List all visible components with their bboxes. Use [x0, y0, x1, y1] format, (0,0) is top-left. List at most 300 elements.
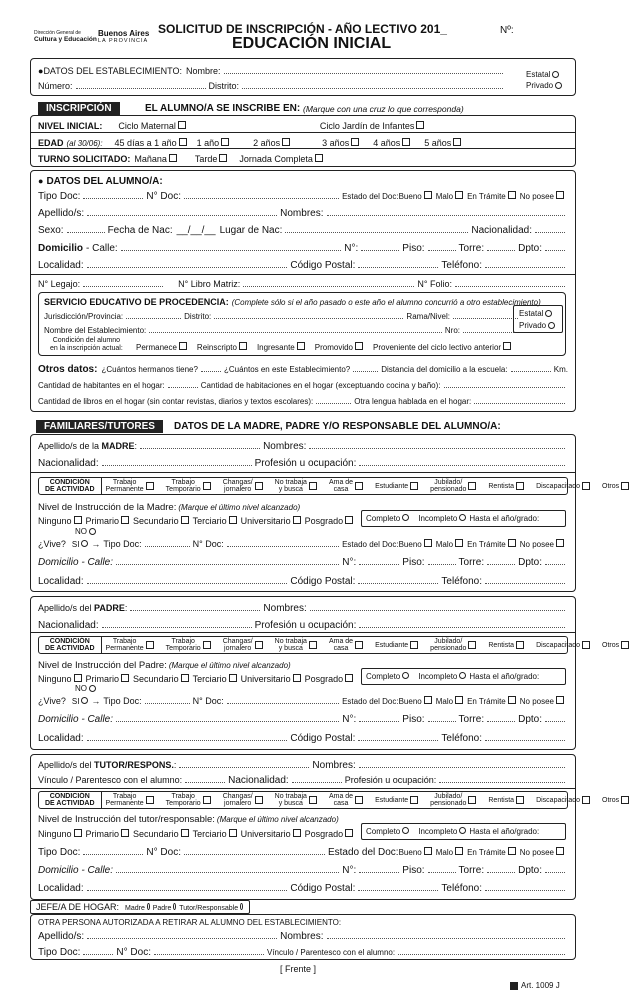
- vive-no-radio[interactable]: [89, 528, 96, 535]
- distrito-proc-field[interactable]: [214, 311, 403, 319]
- jornada-completa-checkbox[interactable]: [315, 154, 323, 162]
- no-trabaja-option[interactable]: [271, 479, 325, 493]
- ninguno-checkbox[interactable]: [74, 674, 82, 682]
- jefe-padre-radio[interactable]: [173, 903, 176, 910]
- a1b: Permanente: [105, 645, 144, 652]
- a3b: jornalero: [224, 486, 252, 493]
- ama-casa-checkbox[interactable]: [355, 641, 363, 649]
- vive-si-label: SI: [71, 697, 80, 706]
- actividad-label: [39, 479, 101, 493]
- a1b: Permanente: [105, 800, 144, 807]
- libros-field[interactable]: [316, 396, 351, 404]
- madre-malo-label: Malo: [435, 540, 454, 549]
- trabajo-temporario-option[interactable]: [162, 479, 219, 493]
- proveniente-checkbox[interactable]: [503, 342, 511, 350]
- madre-no-posee-checkbox[interactable]: [556, 539, 564, 547]
- a5: Ama de: [328, 793, 354, 800]
- otra-vinculo-field[interactable]: [398, 947, 565, 955]
- trabajo-temporario-option[interactable]: [162, 638, 219, 652]
- madre-bueno-checkbox[interactable]: [424, 539, 432, 547]
- padre-n-label: N°:: [342, 714, 357, 725]
- tutor-nacionalidad-field[interactable]: [292, 775, 342, 783]
- otros-option[interactable]: [598, 796, 637, 804]
- a3: Changas/: [222, 793, 253, 800]
- tutor-calle-field[interactable]: [116, 865, 339, 873]
- otros-checkbox[interactable]: [621, 641, 629, 649]
- estudiante-checkbox[interactable]: [410, 796, 418, 804]
- hermanos-field[interactable]: [201, 364, 221, 372]
- madre-tramite-label: En Trámite: [467, 540, 506, 549]
- telefono-field[interactable]: [485, 260, 565, 268]
- vive-no-radio[interactable]: [89, 685, 96, 692]
- jubilado-option[interactable]: [426, 479, 484, 493]
- privado-proc-radio[interactable]: [548, 322, 555, 329]
- posgrado-checkbox[interactable]: [345, 516, 353, 524]
- padre-bueno-checkbox[interactable]: [424, 696, 432, 704]
- padre-actividad-row: [38, 636, 620, 654]
- madre-telefono-field[interactable]: [485, 576, 565, 584]
- a6: Estudiante: [375, 641, 409, 649]
- madre-domicilio-label: Domicilio - Calle:: [38, 557, 114, 568]
- actividad-label-1: CONDICIÓN: [49, 793, 90, 800]
- madre-tramite-checkbox[interactable]: [508, 539, 516, 547]
- localidad-field[interactable]: [87, 260, 288, 268]
- edad-5-label: 5 años: [424, 138, 452, 148]
- estudiante-option[interactable]: [371, 482, 426, 490]
- edad-45dias-checkbox[interactable]: [179, 138, 187, 146]
- hermanos-est-field[interactable]: [353, 364, 378, 372]
- madre-profesion-label: Profesión u ocupación:: [254, 458, 357, 469]
- discapacitado-checkbox[interactable]: [582, 796, 590, 804]
- trabajo-permanente-option[interactable]: [102, 638, 162, 652]
- n-doc-field[interactable]: [184, 191, 339, 199]
- estatal-proc-option[interactable]: [519, 309, 555, 318]
- a2: Trabajo: [171, 638, 195, 645]
- terciario-checkbox[interactable]: [229, 674, 237, 682]
- trabajo-permanente-checkbox[interactable]: [146, 641, 154, 649]
- piso-field[interactable]: [428, 243, 456, 251]
- universitario-checkbox[interactable]: [293, 829, 301, 837]
- tutor-dpto-field[interactable]: [545, 865, 565, 873]
- tutor-apellido-field[interactable]: [179, 760, 309, 768]
- ninguno-checkbox[interactable]: [74, 516, 82, 524]
- padre-n-field[interactable]: [359, 714, 399, 722]
- reinscripto-checkbox[interactable]: [239, 342, 247, 350]
- otra-vinculo-label: Vínculo / Parentesco con el alumno:: [266, 948, 396, 957]
- madre-localidad-field[interactable]: [87, 576, 288, 584]
- padre-tipo-doc-field[interactable]: [145, 696, 190, 704]
- primario-checkbox[interactable]: [121, 829, 129, 837]
- bueno-label: Bueno: [398, 192, 422, 201]
- libros-label: Cantidad de libros en el hogar (sin contar revistas, diarios y textos escolares):: [38, 397, 314, 406]
- edad-3-checkbox[interactable]: [351, 138, 359, 146]
- padre-tramite-checkbox[interactable]: [508, 696, 516, 704]
- madre-vive-no[interactable]: [75, 527, 99, 536]
- malo-checkbox[interactable]: [455, 191, 463, 199]
- completo-radio[interactable]: [402, 827, 409, 834]
- distancia-field[interactable]: [511, 364, 551, 372]
- a4b: y busca: [278, 486, 303, 493]
- changas-option[interactable]: [219, 638, 271, 652]
- terciario-checkbox[interactable]: [229, 516, 237, 524]
- tutor-torre-label: Torre:: [458, 865, 485, 876]
- posgrado-checkbox[interactable]: [345, 674, 353, 682]
- vive-si-radio[interactable]: [81, 697, 88, 704]
- incompleto-radio[interactable]: [459, 672, 466, 679]
- madre-apellido-label: Apellido/s de la MADRE:: [38, 441, 138, 451]
- nombre-label: Nombre:: [185, 66, 221, 76]
- discapacitado-checkbox[interactable]: [582, 482, 590, 490]
- ninguno-label: Ninguno: [38, 829, 72, 839]
- no-posee-label: No posee: [519, 192, 554, 201]
- padre-cp-field[interactable]: [358, 733, 438, 741]
- privado-proc-option[interactable]: [519, 321, 558, 330]
- padre-nacionalidad-field[interactable]: [102, 620, 252, 628]
- estatal-radio[interactable]: [552, 71, 559, 78]
- secundario-checkbox[interactable]: [181, 674, 189, 682]
- madre-dpto-label: Dpto:: [518, 557, 542, 568]
- libro-field[interactable]: [243, 279, 414, 287]
- no-trabaja-checkbox[interactable]: [309, 641, 317, 649]
- padre-torre-field[interactable]: [487, 714, 515, 722]
- madre-profesion-field[interactable]: [359, 458, 565, 466]
- jubilado-checkbox[interactable]: [468, 796, 476, 804]
- tutor-tipo-doc-field[interactable]: [83, 847, 143, 855]
- madre-nivel-label: Nivel de Instrucción de la Madre:: [38, 502, 177, 513]
- tarde-checkbox[interactable]: [219, 154, 227, 162]
- tutor-nombres-field[interactable]: [359, 760, 565, 768]
- padre-nacionalidad-label: Nacionalidad:: [38, 620, 99, 631]
- ninguno-checkbox[interactable]: [74, 829, 82, 837]
- madre-no-posee-label: No posee: [519, 540, 554, 549]
- rentista-checkbox[interactable]: [516, 796, 524, 804]
- alumno-box: [30, 170, 576, 412]
- edad-2-label: 2 años: [253, 138, 281, 148]
- primario-label: Primario: [85, 516, 120, 526]
- numero-field[interactable]: [361, 243, 399, 251]
- article-label: Art. 1009 J: [521, 981, 560, 990]
- lengua-field[interactable]: [474, 396, 565, 404]
- tutor-nivel-label: Nivel de Instrucción del tutor/responsable:: [38, 814, 215, 825]
- nombre-estab-field[interactable]: [149, 325, 442, 333]
- estado-doc-label: Estado del Doc:: [342, 192, 399, 201]
- completo-label: Completo: [366, 827, 401, 836]
- torre-label: Torre:: [458, 243, 485, 254]
- no-trabaja-option[interactable]: [271, 638, 325, 652]
- manana-checkbox[interactable]: [169, 154, 177, 162]
- privado-radio[interactable]: [555, 82, 562, 89]
- padre-apellido-field[interactable]: [130, 603, 260, 611]
- edad-4-checkbox[interactable]: [402, 138, 410, 146]
- discapacitado-option[interactable]: [532, 796, 598, 804]
- rentista-option[interactable]: [484, 482, 532, 490]
- rentista-option[interactable]: [484, 796, 532, 804]
- madre-piso-field[interactable]: [428, 557, 456, 565]
- trabajo-temporario-checkbox[interactable]: [203, 482, 211, 490]
- nombres-field[interactable]: [327, 208, 566, 216]
- condicion-label: [50, 337, 123, 353]
- numero-label: Número:: [38, 81, 73, 91]
- tutor-no-posee-checkbox[interactable]: [556, 847, 564, 855]
- tutor-cp-field[interactable]: [358, 883, 438, 891]
- lengua-label: Otra lengua hablada en el hogar:: [354, 397, 472, 406]
- discapacitado-option[interactable]: [532, 482, 598, 490]
- promovido-label: Promovido: [314, 343, 353, 352]
- jefe-madre-radio[interactable]: [147, 903, 150, 910]
- edad-1-checkbox[interactable]: [221, 138, 229, 146]
- otros-checkbox[interactable]: [621, 482, 629, 490]
- padre-malo-checkbox[interactable]: [455, 696, 463, 704]
- universitario-checkbox[interactable]: [293, 674, 301, 682]
- edad-5-checkbox[interactable]: [453, 138, 461, 146]
- madre-calle-field[interactable]: [116, 557, 339, 565]
- terciario-label: Terciario: [192, 516, 227, 526]
- padre-localidad-label: Localidad:: [38, 733, 84, 744]
- padre-piso-field[interactable]: [428, 714, 456, 722]
- trabajo-permanente-option[interactable]: [102, 479, 162, 493]
- privado-label: Privado: [526, 81, 554, 90]
- ama-casa-checkbox[interactable]: [355, 796, 363, 804]
- madre-cp-field[interactable]: [358, 576, 438, 584]
- logo: [34, 29, 154, 47]
- permanece-checkbox[interactable]: [179, 342, 187, 350]
- discapacitado-option[interactable]: [532, 641, 598, 649]
- completo-radio[interactable]: [402, 514, 409, 521]
- distrito-field[interactable]: [242, 81, 503, 89]
- condicion-line2: en la inscripción actual:: [50, 345, 123, 352]
- padre-vive-no[interactable]: [75, 684, 99, 693]
- madre-malo-checkbox[interactable]: [455, 539, 463, 547]
- padre-tipo-doc-label: Tipo Doc:: [103, 696, 142, 706]
- actividad-label-2: DE ACTIVIDAD: [45, 486, 95, 493]
- estatal-option[interactable]: [526, 70, 562, 79]
- no-trabaja-option[interactable]: [271, 793, 325, 807]
- universitario-checkbox[interactable]: [293, 516, 301, 524]
- estudiante-option[interactable]: [371, 796, 426, 804]
- padre-dpto-field[interactable]: [545, 714, 565, 722]
- tutor-apellido-prefix: Apellido/s del: [38, 760, 95, 770]
- ingresante-checkbox[interactable]: [297, 342, 305, 350]
- changas-option[interactable]: [219, 793, 271, 807]
- tipo-doc-field[interactable]: [83, 191, 143, 199]
- madre-nacionalidad-field[interactable]: [102, 458, 252, 466]
- estudiante-checkbox[interactable]: [410, 482, 418, 490]
- tutor-malo-checkbox[interactable]: [455, 847, 463, 855]
- bueno-checkbox[interactable]: [424, 191, 432, 199]
- nacionalidad-field[interactable]: [535, 225, 565, 233]
- incompleto-radio[interactable]: [459, 514, 466, 521]
- padre-localidad-field[interactable]: [87, 733, 288, 741]
- title-line2: EDUCACIÓN INICIAL: [232, 35, 392, 52]
- folio-field[interactable]: [455, 279, 565, 287]
- dpto-field[interactable]: [545, 243, 565, 251]
- no-trabaja-checkbox[interactable]: [309, 796, 317, 804]
- tutor-bueno-checkbox[interactable]: [424, 847, 432, 855]
- jubilado-option[interactable]: [426, 638, 484, 652]
- tutor-profesion-label: Profesión u ocupación:: [344, 775, 437, 785]
- rama-field[interactable]: [453, 311, 518, 319]
- folio-label: N° Folio:: [417, 279, 452, 289]
- lugar-nac-field[interactable]: [285, 225, 468, 233]
- privado-proc-label: Privado: [519, 321, 547, 330]
- jefe-tutor-label: Tutor/Responsable: [179, 905, 239, 912]
- ama-casa-option[interactable]: [325, 638, 371, 652]
- discapacitado-checkbox[interactable]: [582, 641, 590, 649]
- ciclo-jardin-checkbox[interactable]: [416, 121, 424, 129]
- otros-option[interactable]: [598, 641, 637, 649]
- incompleto-label: Incompleto: [418, 827, 458, 836]
- nro-label: Nro:: [444, 326, 460, 335]
- privado-option[interactable]: [526, 81, 565, 90]
- legajo-field[interactable]: [83, 279, 163, 287]
- apellidos-field[interactable]: [87, 208, 277, 216]
- ama-casa-option[interactable]: [325, 793, 371, 807]
- madre-nombres-field[interactable]: [309, 441, 565, 449]
- secundario-checkbox[interactable]: [181, 516, 189, 524]
- habitantes-label: Cantidad de habitantes en el hogar:: [38, 381, 165, 390]
- calle-field[interactable]: [121, 243, 342, 251]
- trabajo-temporario-option[interactable]: [162, 793, 219, 807]
- trabajo-permanente-checkbox[interactable]: [146, 796, 154, 804]
- jurisdiccion-field[interactable]: [126, 311, 181, 319]
- arrow-icon: →: [91, 539, 101, 549]
- madre-nivel-note: (Marque el último nivel alcanzado): [178, 503, 301, 512]
- tutor-bueno-label: Bueno: [398, 848, 422, 857]
- jefe-tutor-radio[interactable]: [240, 903, 243, 910]
- vive-si-radio[interactable]: [81, 540, 88, 547]
- padre-nombres-label: Nombres:: [263, 603, 307, 614]
- tutor-torre-field[interactable]: [487, 865, 515, 873]
- sexo-field[interactable]: [67, 225, 105, 233]
- otros-option[interactable]: [598, 482, 637, 490]
- otra-tipo-doc-field[interactable]: [83, 947, 113, 955]
- primario-checkbox[interactable]: [121, 516, 129, 524]
- tutor-telefono-field[interactable]: [485, 883, 565, 891]
- padre-no-posee-checkbox[interactable]: [556, 696, 564, 704]
- tutor-localidad-label: Localidad:: [38, 883, 84, 894]
- inscripcion-note: (Marque con una cruz lo que corresponda): [303, 104, 464, 114]
- tutor-n-label: N°:: [342, 865, 357, 876]
- terciario-label: Terciario: [192, 829, 227, 839]
- padre-profesion-field[interactable]: [359, 620, 565, 628]
- primario-checkbox[interactable]: [121, 674, 129, 682]
- tutor-localidad-field[interactable]: [87, 883, 288, 891]
- jubilado-checkbox[interactable]: [468, 482, 476, 490]
- changas-checkbox[interactable]: [255, 482, 263, 490]
- nro-field[interactable]: [463, 325, 518, 333]
- padre-telefono-field[interactable]: [485, 733, 565, 741]
- secundario-label: Secundario: [133, 829, 179, 839]
- madre-n-doc-field[interactable]: [227, 539, 339, 547]
- padre-telefono-label: Teléfono:: [441, 733, 482, 744]
- trabajo-temporario-checkbox[interactable]: [203, 641, 211, 649]
- rentista-option[interactable]: [484, 641, 532, 649]
- tutor-nacionalidad-label: Nacionalidad:: [228, 775, 289, 786]
- completo-radio[interactable]: [402, 672, 409, 679]
- edad-2-checkbox[interactable]: [282, 138, 290, 146]
- tramite-checkbox[interactable]: [508, 191, 516, 199]
- habitaciones-field[interactable]: [444, 380, 566, 388]
- incompleto-radio[interactable]: [459, 827, 466, 834]
- tutor-n-field[interactable]: [359, 865, 399, 873]
- rentista-checkbox[interactable]: [516, 482, 524, 490]
- tutor-profesion-field[interactable]: [439, 775, 565, 783]
- cp-field[interactable]: [358, 260, 438, 268]
- posgrado-label: Posgrado: [304, 829, 344, 839]
- hasta-label: Hasta el año/grado:: [469, 827, 540, 836]
- posgrado-checkbox[interactable]: [345, 829, 353, 837]
- tutor-n-doc-field[interactable]: [184, 847, 325, 855]
- madre-torre-field[interactable]: [487, 557, 515, 565]
- secundario-checkbox[interactable]: [181, 829, 189, 837]
- tutor-tramite-checkbox[interactable]: [508, 847, 516, 855]
- otros-checkbox[interactable]: [621, 796, 629, 804]
- otros-label: Otros datos:: [38, 364, 98, 375]
- ama-casa-checkbox[interactable]: [355, 482, 363, 490]
- estudiante-option[interactable]: [371, 641, 426, 649]
- padre-n-doc-field[interactable]: [227, 696, 339, 704]
- habitantes-field[interactable]: [168, 380, 198, 388]
- madre-dpto-field[interactable]: [545, 557, 565, 565]
- promovido-checkbox[interactable]: [355, 342, 363, 350]
- madre-apellido-field[interactable]: [140, 441, 260, 449]
- posgrado-label: Posgrado: [304, 516, 344, 526]
- no-posee-checkbox[interactable]: [556, 191, 564, 199]
- padre-vive-label: ¿Vive?: [38, 696, 66, 706]
- jubilado-option[interactable]: [426, 793, 484, 807]
- trabajo-permanente-checkbox[interactable]: [146, 482, 154, 490]
- tutor-vinculo-field[interactable]: [185, 775, 225, 783]
- trabajo-temporario-checkbox[interactable]: [203, 796, 211, 804]
- changas-checkbox[interactable]: [255, 796, 263, 804]
- tutor-estado-doc-label: Estado del Doc:: [327, 847, 399, 858]
- madre-n-field[interactable]: [359, 557, 399, 565]
- padre-nombres-field[interactable]: [310, 603, 565, 611]
- no-trabaja-checkbox[interactable]: [309, 482, 317, 490]
- numero-field[interactable]: [76, 81, 206, 89]
- terciario-checkbox[interactable]: [229, 829, 237, 837]
- padre-dpto-label: Dpto:: [518, 714, 542, 725]
- familiares-heading: DATOS DE LA MADRE, PADRE Y/O RESPONSABLE DEL ALUMNO/A:: [174, 421, 501, 432]
- vive-no-label: NO: [75, 527, 87, 536]
- padre-calle-field[interactable]: [116, 714, 339, 722]
- cp-label: Código Postal:: [290, 260, 356, 271]
- jubilado-checkbox[interactable]: [468, 641, 476, 649]
- tutor-piso-field[interactable]: [428, 865, 456, 873]
- rentista-checkbox[interactable]: [516, 641, 524, 649]
- trabajo-permanente-option[interactable]: [102, 793, 162, 807]
- nombre-field[interactable]: [224, 66, 504, 74]
- otra-n-doc-field[interactable]: [154, 947, 264, 955]
- ama-casa-option[interactable]: [325, 479, 371, 493]
- estatal-proc-radio[interactable]: [545, 310, 552, 317]
- changas-checkbox[interactable]: [255, 641, 263, 649]
- madre-bueno-label: Bueno: [398, 540, 422, 549]
- otra-apellidos-field[interactable]: [87, 931, 277, 939]
- madre-apellido-bold: MADRE: [101, 441, 135, 451]
- hasta-label: Hasta el año/grado:: [469, 672, 540, 681]
- fecha-nac-field[interactable]: __/__/__: [176, 225, 216, 236]
- ciclo-maternal-checkbox[interactable]: [178, 121, 186, 129]
- a5b: casa: [333, 645, 349, 652]
- padre-n-doc-label: N° Doc:: [192, 696, 224, 706]
- torre-field[interactable]: [487, 243, 515, 251]
- changas-option[interactable]: [219, 479, 271, 493]
- otra-nombres-field[interactable]: [327, 931, 566, 939]
- nacionalidad-label: Nacionalidad:: [471, 225, 532, 236]
- estudiante-checkbox[interactable]: [410, 641, 418, 649]
- madre-tipo-doc-field[interactable]: [145, 539, 190, 547]
